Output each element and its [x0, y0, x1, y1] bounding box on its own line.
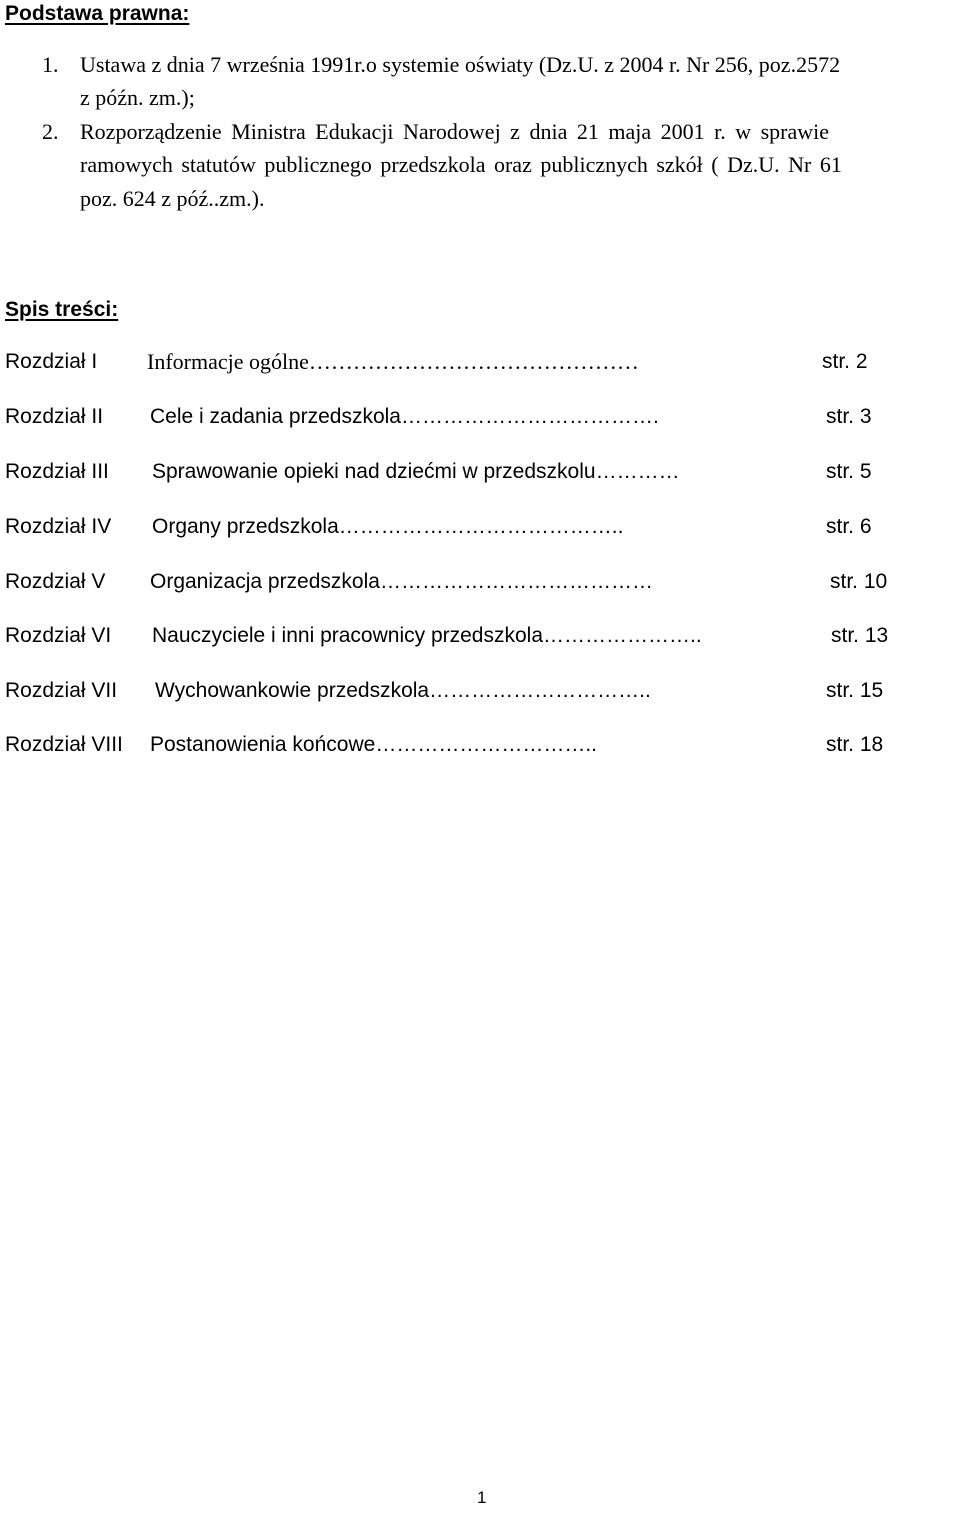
legal-item-1-line-1: Ustawa z dnia 7 września 1991r.o systemie oświaty (Dz.U. z 2004 r. Nr 256, poz.2572 — [80, 52, 841, 77]
toc-entry-5-page: str. 10 — [830, 570, 888, 593]
toc-entry-2-page: str. 3 — [826, 405, 872, 428]
toc-entry-2-title — [150, 405, 659, 429]
toc-entry-2-dots: ………………………………. — [400, 405, 659, 428]
toc-entry-3-title — [152, 460, 680, 484]
toc-entry-5-label: Rozdział V — [5, 570, 106, 593]
toc-entry-4-page: str. 6 — [826, 515, 872, 538]
legal-item-2-line-3: poz. 624 z póź..zm.). — [80, 186, 265, 211]
toc-entry-1-dots: ……………………………………… — [308, 349, 639, 374]
toc-entry-7-title-text: Wychowankowie przedszkola — [155, 679, 430, 702]
toc-entry-3-dots: ………… — [595, 460, 680, 483]
toc-entry-8-page: str. 18 — [826, 733, 884, 756]
toc-entry-6-label: Rozdział VI — [5, 624, 112, 647]
toc-entry-5-dots: ………………………………… — [379, 570, 653, 593]
page-number: 1 — [477, 1488, 487, 1507]
legal-item-2-line-1-text: Rozporządzenie Ministra Edukacji Narodowej z dnia 21 maja 2001 r. w sprawie — [80, 119, 829, 144]
toc-entry-4-title — [152, 515, 623, 539]
toc-entry-8-label: Rozdział VIII — [5, 733, 123, 756]
toc-entry-2-title-text: Cele i zadania przedszkola — [150, 405, 401, 428]
legal-item-1-line-2: z późn. zm.); — [80, 85, 195, 110]
toc-entry-6-dots: ………………….. — [543, 624, 702, 647]
toc-entry-7-title — [155, 679, 651, 703]
toc-entry-3-page: str. 5 — [826, 460, 872, 483]
toc-entry-6-title — [152, 624, 702, 648]
toc-entry-3-label: Rozdział III — [5, 460, 109, 483]
toc-entry-2-label: Rozdział II — [5, 405, 104, 428]
legal-item-number-2: 2. — [42, 119, 59, 144]
toc-entry-6-page: str. 13 — [831, 624, 889, 647]
toc-heading: Spis treści: — [5, 298, 119, 321]
toc-entry-1-label: Rozdział I — [5, 350, 98, 373]
toc-entry-4-title-text: Organy przedszkola — [152, 515, 339, 538]
toc-entry-7-dots: ………………………….. — [429, 679, 651, 702]
toc-entry-8-title — [150, 733, 597, 757]
toc-entry-1-title — [147, 349, 639, 375]
toc-entry-4-label: Rozdział IV — [5, 515, 112, 538]
legal-item-number-1: 1. — [42, 52, 59, 77]
toc-entry-6-title-text: Nauczyciele i inni pracownicy przedszkola — [152, 624, 544, 647]
toc-entry-1-page: str. 2 — [822, 350, 868, 373]
legal-item-2-line-2: ramowych statutów publicznego przedszkola oraz publicznych szkół ( Dz.U. Nr 61 — [80, 152, 842, 177]
toc-entry-5-title — [150, 570, 653, 594]
toc-entry-1-title-text: Informacje ogólne — [147, 349, 309, 374]
toc-entry-4-dots: ………………………………….. — [338, 515, 624, 538]
legal-item-2-line-1 — [80, 119, 960, 145]
toc-entry-5-title-text: Organizacja przedszkola — [150, 570, 380, 593]
toc-entry-8-title-text: Postanowienia końcowe — [150, 733, 376, 756]
toc-entry-7-page: str. 15 — [826, 679, 884, 702]
toc-entry-8-dots: ………………………….. — [375, 733, 597, 756]
toc-entry-3-title-text: Sprawowanie opieki nad dziećmi w przedszkolu — [152, 460, 596, 483]
legal-basis-heading: Podstawa prawna: — [5, 2, 190, 25]
toc-entry-7-label: Rozdział VII — [5, 679, 118, 702]
